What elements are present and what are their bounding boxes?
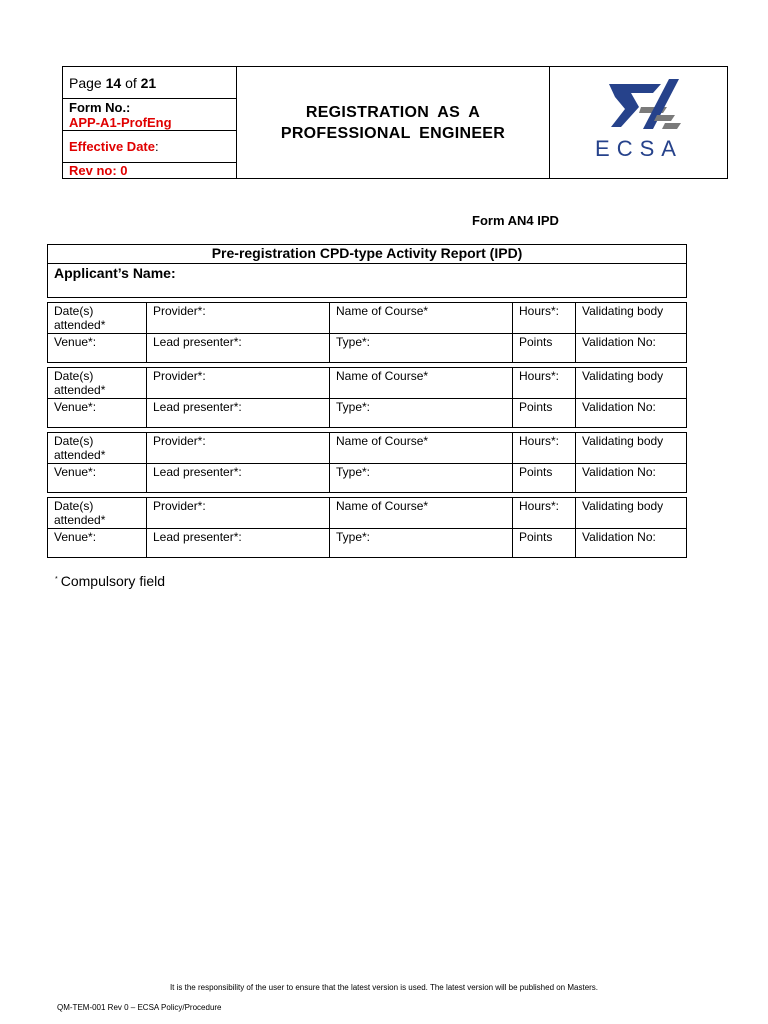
validation-number-field[interactable]: Validation No: (576, 529, 687, 558)
type-field[interactable]: Type*: (330, 464, 513, 493)
activity-3-row-2 (48, 464, 687, 493)
validating-body-field[interactable]: Validating body (576, 303, 687, 334)
venue-field[interactable]: Venue*: (48, 399, 147, 428)
hours-field[interactable]: Hours*: (513, 498, 576, 529)
course-name-field[interactable]: Name of Course* (330, 498, 513, 529)
report-title: Pre-registration CPD-type Activity Report (IPD) (48, 245, 687, 264)
course-name-field[interactable]: Name of Course* (330, 368, 513, 399)
activity-4-row-2 (48, 529, 687, 558)
validating-body-field[interactable]: Validating body (576, 433, 687, 464)
document-title-cell (237, 67, 550, 179)
activity-2-row-2 (48, 399, 687, 428)
lead-presenter-field[interactable]: Lead presenter*: (147, 334, 330, 363)
type-field[interactable]: Type*: (330, 399, 513, 428)
date-attended-field[interactable]: Date(s) attended* (48, 303, 147, 334)
applicant-name-field[interactable] (48, 264, 687, 298)
provider-field[interactable]: Provider*: (147, 303, 330, 334)
document-title-line-2: PROFESSIONAL ENGINEER (280, 124, 506, 142)
revision-cell (63, 162, 236, 178)
venue-field[interactable]: Venue*: (48, 334, 147, 363)
provider-field[interactable]: Provider*: (147, 433, 330, 464)
header-info-column (63, 67, 237, 179)
document-title-line-1: REGISTRATION AS A (305, 103, 481, 121)
revision-number: Rev no: 0 (69, 163, 128, 178)
lead-presenter-field[interactable]: Lead presenter*: (147, 529, 330, 558)
points-field[interactable]: Points (513, 529, 576, 558)
footer-disclaimer: It is the responsibility of the user to ensure that the latest version is used. The latest version will be published on Masters. (169, 983, 599, 992)
points-field[interactable]: Points (513, 464, 576, 493)
activity-3-row-1 (48, 433, 687, 464)
hours-field[interactable]: Hours*: (513, 303, 576, 334)
applicant-name-label: Applicant’s Name: (54, 265, 176, 281)
lead-presenter-field[interactable]: Lead presenter*: (147, 399, 330, 428)
points-field[interactable]: Points (513, 399, 576, 428)
course-name-field[interactable]: Name of Course* (330, 303, 513, 334)
effective-date-cell (63, 130, 236, 162)
compulsory-field-note (55, 573, 165, 589)
form-code-label: Form AN4 IPD (472, 213, 559, 228)
page-prefix: Page (69, 74, 102, 91)
date-attended-field[interactable]: Date(s) attended* (48, 433, 147, 464)
footer-document-id: QM-TEM-001 Rev 0 – ECSA Policy/Procedure (57, 1003, 222, 1012)
ecsa-logo (579, 77, 699, 163)
validation-number-field[interactable]: Validation No: (576, 464, 687, 493)
type-field[interactable]: Type*: (330, 334, 513, 363)
date-attended-field[interactable]: Date(s) attended* (48, 368, 147, 399)
form-number-label: Form No.: (69, 99, 131, 115)
form-number-cell (63, 98, 236, 130)
page-number-cell (63, 67, 236, 98)
hours-field[interactable]: Hours*: (513, 368, 576, 399)
page-total: 21 (140, 74, 157, 91)
date-attended-field[interactable]: Date(s) attended* (48, 498, 147, 529)
form-number-value: APP-A1-ProfEng (69, 114, 172, 130)
validating-body-field[interactable]: Validating body (576, 498, 687, 529)
ecsa-logo-text: ECSA (594, 136, 683, 161)
activity-1-row-2 (48, 334, 687, 363)
activity-2-row-1 (48, 368, 687, 399)
venue-field[interactable]: Venue*: (48, 464, 147, 493)
activity-4-row-1 (48, 498, 687, 529)
document-header (62, 66, 728, 179)
hours-field[interactable]: Hours*: (513, 433, 576, 464)
page-number: 14 (105, 74, 122, 91)
validation-number-field[interactable]: Validation No: (576, 334, 687, 363)
points-field[interactable]: Points (513, 334, 576, 363)
page-of: of (125, 74, 137, 91)
cpd-activity-report-table (47, 244, 687, 558)
provider-field[interactable]: Provider*: (147, 368, 330, 399)
ecsa-logo-mark-icon (609, 79, 681, 129)
provider-field[interactable]: Provider*: (147, 498, 330, 529)
compulsory-field-text: Compulsory field (60, 573, 165, 589)
activity-1-row-1 (48, 303, 687, 334)
effective-date-label: Effective Date (69, 139, 155, 154)
effective-date-colon: : (154, 139, 159, 154)
validation-number-field[interactable]: Validation No: (576, 399, 687, 428)
logo-cell (550, 67, 728, 179)
venue-field[interactable]: Venue*: (48, 529, 147, 558)
validating-body-field[interactable]: Validating body (576, 368, 687, 399)
asterisk-mark: * (55, 576, 58, 583)
lead-presenter-field[interactable]: Lead presenter*: (147, 464, 330, 493)
type-field[interactable]: Type*: (330, 529, 513, 558)
course-name-field[interactable]: Name of Course* (330, 433, 513, 464)
